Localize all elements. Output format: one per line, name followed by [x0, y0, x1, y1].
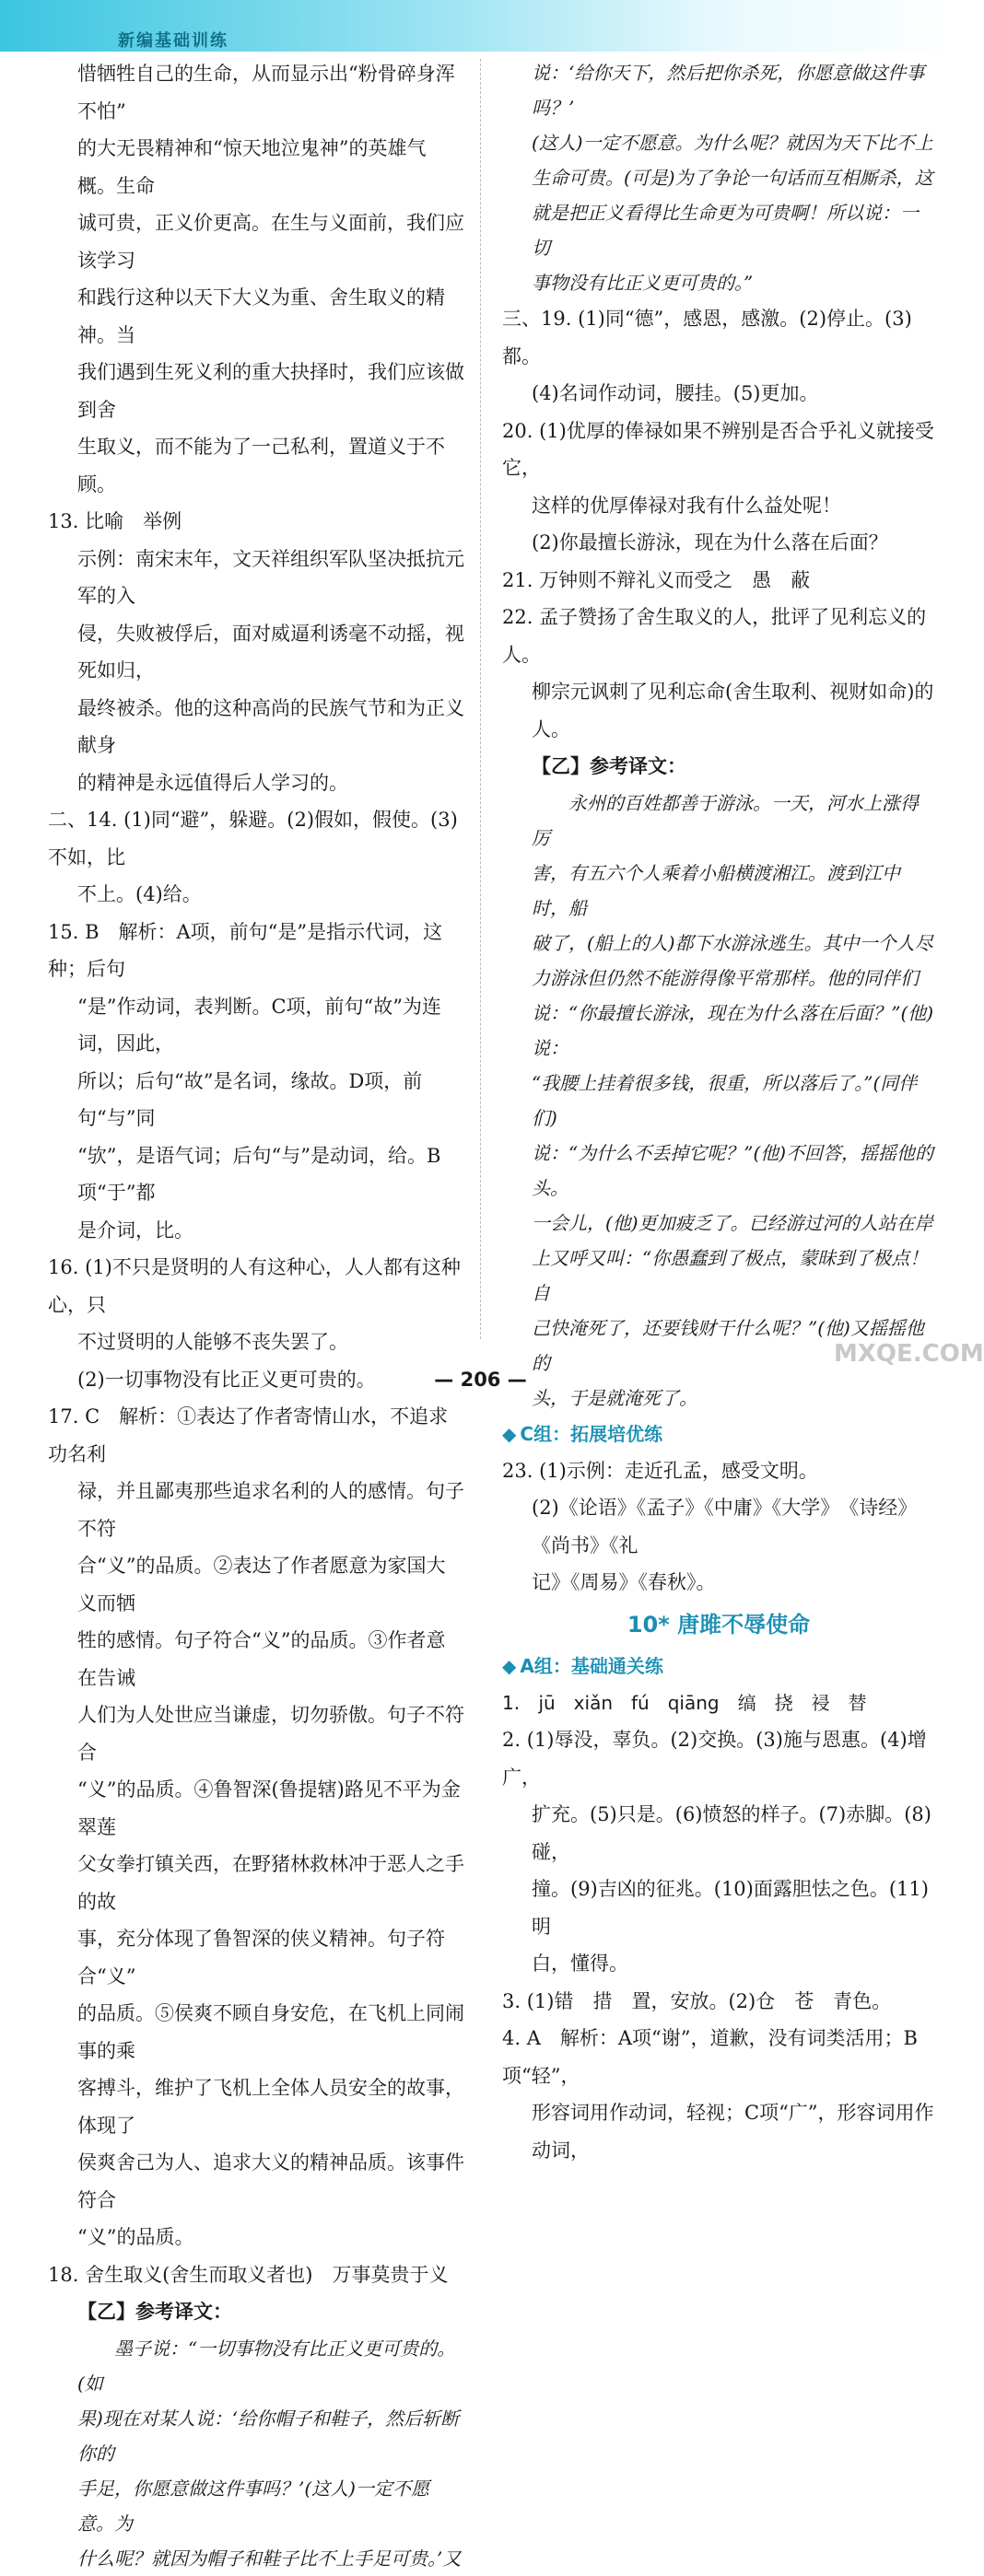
text-line: 诚可贵，正义价更高。在生与义面前，我们应该学习: [77, 212, 464, 272]
text-line: 合“义”的品质。②表达了作者愿意为家国大义而牺: [77, 1555, 446, 1614]
text-line: 示例：南宋末年，文天祥组织军队坚决抵抗元军的入: [77, 547, 464, 607]
right-column: [502, 55, 984, 2169]
text-line: 生取义，而不能为了一己私利，置道义于不顾。: [77, 436, 445, 495]
text-line: 牲的感情。句子符合“义”的品质。③作者意在告诫: [77, 1629, 446, 1689]
translation-line: 说：“你最擅长游泳，现在为什么落在后面？”(他)说：: [532, 1001, 934, 1059]
answer-15: 15. B 解析：A项，前句“是”是指示代词，这种；后句: [48, 920, 443, 980]
translation-line: 害，有五六个人乘着小船横渡湘江。渡到江中时，船: [532, 861, 900, 919]
watermark: MXQE.COM: [834, 1340, 984, 1368]
translation-line: 破了，(船上的人)都下水游泳逃生。其中一个人尽: [532, 931, 933, 954]
section-heading-text: A组：基础通关练: [520, 1654, 663, 1677]
text-line: 的大无畏精神和“惊天地泣鬼神”的英雄气概。生命: [77, 137, 427, 197]
translation-line: 上又呼又叫：“你愚蠢到了极点，蒙昧到了极点！自: [532, 1246, 929, 1304]
answer-21: 21. 万钟则不辩礼义而受之 愚 蔽: [502, 568, 811, 591]
text-line: 我们遇到生死义利的重大抉择时，我们应该做到舍: [77, 361, 464, 421]
translation-line: 生命可贵。(可是)为了争论一句话而互相厮杀，这: [532, 167, 933, 189]
translation-label: 【乙】参考译文：: [77, 2300, 232, 2323]
text-line: (2)你最擅长游泳，现在为什么落在后面？: [532, 531, 888, 554]
text-line: 侵，失败被俘后，面对威逼利诱毫不动摇，视死如归，: [77, 622, 464, 682]
text-line: 事，充分体现了鲁智深的侠义精神。句子符合“义”: [77, 1928, 445, 1987]
translation-line: 果)现在对某人说：‘给你帽子和鞋子，然后斩断你的: [77, 2407, 460, 2465]
section-heading-group-c: [502, 1416, 935, 1452]
text-line: 是介词，比。: [77, 1218, 193, 1241]
translation-line: (这人)一定不愿意。为什么呢？就因为天下比不上: [532, 132, 933, 154]
translation-line: 什么呢？就因为帽子和鞋子比不上手足可贵。’又: [77, 2547, 462, 2570]
text-line: 父女拳打镇关西，在野猪林救林冲于恶人之手的故: [77, 1853, 464, 1913]
translation-line: 说：“为什么不丢掉它呢？”(他)不回答，摇摇他的头。: [532, 1141, 934, 1199]
translation-line: “我腰上挂着很多钱，很重，所以落后了。”(同伴们): [532, 1071, 918, 1129]
page-number: — 206 —: [434, 1369, 527, 1391]
answer-23: 23. (1)示例：走近孔孟，感受文明。: [502, 1459, 818, 1482]
section-heading-text: C组：拓展培优练: [520, 1422, 663, 1445]
translation-line: 一会儿，(他)更加疲乏了。已经游过河的人站在岸: [532, 1211, 933, 1234]
answer-18: 18. 舍生取义(舍生而取义者也) 万事莫贵于义: [48, 2263, 449, 2286]
text-line: 侯爽舍己为人、追求大义的精神品质。该事件符合: [77, 2151, 464, 2211]
translation-line: 力游泳但仍然不能游得像平常那样。他的同伴们: [532, 966, 919, 989]
answer-19: 三、19. (1)同“德”，感恩，感激。(2)停止。(3)都。: [502, 308, 912, 367]
answer-20: 20. (1)优厚的俸禄如果不辨别是否合乎礼义就接受它，: [502, 419, 934, 479]
text-line: (2)一切事物没有比正义更可贵的。: [77, 1368, 376, 1391]
text-line: (2)《论语》《孟子》《中庸》《大学》 《诗经》《尚书》《礼: [532, 1497, 918, 1556]
translation-line: 墨子说：“一切事物没有比正义更可贵的。(如: [77, 2337, 456, 2395]
text-line: “欤”，是语气词；后句“与”是动词，给。B项“于”都: [77, 1144, 441, 1204]
text-line: 扩充。(5)只是。(6)愤怒的样子。(7)赤脚。(8)碰，: [532, 1803, 931, 1863]
text-line: 这样的优厚俸禄对我有什么益处呢！: [532, 494, 841, 517]
text-line: 记》《周易》《春秋》。: [532, 1571, 716, 1593]
text-line: 最终被杀。他的这种高尚的民族气节和为正义献身: [77, 696, 464, 756]
answer-14: 二、14. (1)同“避”，躲避。(2)假如，假使。(3)不如，比: [48, 809, 458, 868]
answer-a2: 2. (1)辱没，辜负。(2)交换。(3)施与恩惠。(4)增广，: [502, 1729, 927, 1789]
answer-a3: 3. (1)错 措 置，安放。(2)仓 苍 青色。: [502, 1989, 892, 2012]
text-line: “是”作动词，表判断。C项，前句“故”为连词，因此，: [77, 995, 442, 1055]
answer-a1: 1. jū xiǎn fú qiāng 缟 挠 祲 替: [502, 1691, 867, 1714]
translation-line: 说：‘给你天下，然后把你杀死，你愿意做这件事吗？’: [532, 62, 925, 119]
text-line: “义”的品质。④鲁智深(鲁提辖)路见不平为金翠莲: [77, 1778, 461, 1838]
text-line: 禄，并且鄙夷那些追求名利的人的感情。句子不符: [77, 1480, 464, 1540]
answer-17: 17. C 解析：①表达了作者寄情山水，不追求功名利: [48, 1405, 449, 1465]
translation-line: 己快淹死了，还要钱财干什么呢？”(他)又摇摇他的: [532, 1316, 924, 1374]
book-title: 新编基础训练: [118, 31, 228, 51]
translation-line: 手足，你愿意做这件事吗？’(这人)一定不愿意。为: [77, 2477, 429, 2535]
translation-label: 【乙】参考译文：: [532, 754, 686, 777]
text-line: 惜牺牲自己的生命，从而显示出“粉骨碎身浑不怕”: [77, 63, 455, 122]
text-line: 客搏斗，维护了飞机上全体人员安全的故事，体现了: [77, 2077, 464, 2137]
text-line: 形容词用作动词，轻视；C项“广”，形容词用作动词，: [532, 2102, 934, 2162]
diamond-icon: ◆: [502, 1422, 517, 1445]
text-line: 撞。(9)吉凶的征兆。(10)面露胆怯之色。(11)明: [532, 1878, 929, 1938]
text-line: 的品质。⑤侯爽不顾自身安危，在飞机上同闹事的乘: [77, 2002, 464, 2062]
translation-line: 就是把正义看得比生命更为可贵啊！所以说：一切: [532, 202, 919, 259]
text-line: 不上。(4)给。: [77, 883, 202, 905]
translation-line: 事物没有比正义更可贵的。”: [532, 272, 754, 294]
answer-13: 13. 比喻 举例: [48, 510, 182, 532]
left-column: [48, 55, 464, 2576]
translation-line: 永州的百姓都善于游泳。一天，河水上涨得厉: [532, 791, 919, 849]
column-divider: [480, 59, 481, 1339]
text-line: (4)名词作动词，腰挂。(5)更加。: [532, 382, 819, 404]
text-line: “义”的品质。: [77, 2226, 194, 2248]
answer-16: 16. (1)不只是贤明的人有这种心，人人都有这种心，只: [48, 1256, 461, 1316]
text-line: 所以；后句“故”是名词，缘故。D项，前句“与”同: [77, 1069, 423, 1129]
text-line: 人们为人处世应当谦虚，切勿骄傲。句子不符合: [77, 1704, 464, 1764]
text-line: 和践行这种以天下大义为重、舍生取义的精神。当: [77, 286, 445, 346]
section-heading-group-a: [502, 1648, 935, 1684]
diamond-icon: ◆: [502, 1654, 517, 1677]
text-line: 的精神是永远值得后人学习的。: [77, 771, 348, 794]
text-line: 白，懂得。: [532, 1952, 628, 1975]
lesson-title: 10* 唐雎不辱使命: [627, 1611, 811, 1638]
text-line: 柳宗元讽刺了见利忘命(舍生取利、视财如命)的人。: [532, 681, 934, 740]
translation-line: 头，于是就淹死了。: [532, 1386, 697, 1409]
answer-a4: 4. A 解析：A项“谢”，道歉，没有词类活用；B项“轻”，: [502, 2027, 918, 2087]
text-line: 不过贤明的人能够不丧失罢了。: [77, 1331, 348, 1353]
answer-22: 22. 孟子赞扬了舍生取义的人，批评了见利忘义的人。: [502, 606, 927, 666]
